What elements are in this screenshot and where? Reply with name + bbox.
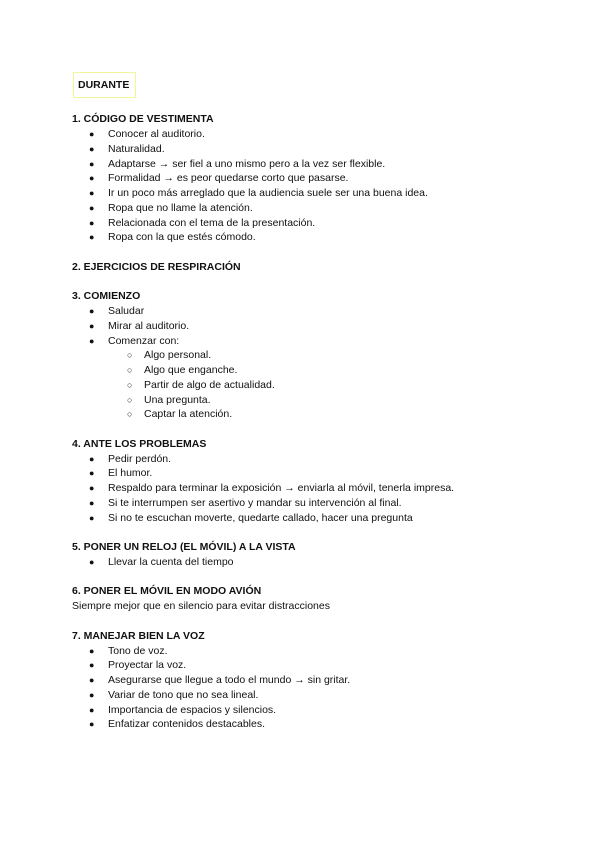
list-item-text: Formalidad → es peor quedarse corto que pasarse. bbox=[108, 172, 349, 185]
list-item bbox=[72, 186, 572, 201]
section-spacer bbox=[72, 525, 572, 540]
list-item bbox=[72, 673, 572, 688]
list-item bbox=[72, 496, 572, 511]
filled-bullet-icon: ● bbox=[89, 217, 95, 228]
list-item-text: Naturalidad. bbox=[108, 142, 165, 155]
sub-list-item bbox=[72, 363, 572, 378]
list-item-text: Ropa que no llame la atención. bbox=[108, 201, 253, 214]
list-item-text: Tono de voz. bbox=[108, 644, 168, 657]
bullet-list bbox=[72, 555, 572, 570]
section-spacer bbox=[72, 275, 572, 290]
list-item-text: Algo que enganche. bbox=[144, 364, 238, 376]
hollow-bullet-icon: ○ bbox=[127, 350, 133, 361]
list-item-text: Proyectar la voz. bbox=[108, 659, 187, 672]
hollow-bullet-icon: ○ bbox=[127, 409, 133, 420]
list-item-text: Ropa con la que estés cómodo. bbox=[108, 231, 256, 244]
sub-list-item bbox=[72, 348, 572, 363]
list-item-text: Relacionada con el tema de la presentación. bbox=[108, 216, 316, 229]
list-item-text: Variar de tono que no sea lineal. bbox=[108, 688, 259, 701]
filled-bullet-icon: ● bbox=[89, 143, 95, 154]
section-spacer bbox=[72, 245, 572, 260]
list-item bbox=[72, 466, 572, 481]
filled-bullet-icon: ● bbox=[89, 188, 95, 198]
list-item bbox=[72, 230, 572, 245]
filled-bullet-icon: ● bbox=[89, 468, 95, 479]
filled-bullet-icon: ● bbox=[89, 306, 95, 316]
list-item bbox=[72, 216, 572, 231]
document-body bbox=[72, 112, 572, 732]
section-spacer bbox=[72, 422, 572, 437]
section-paragraph: Siempre mejor que en silencio para evitar distracciones bbox=[72, 600, 330, 612]
section-spacer bbox=[72, 570, 572, 585]
bullet-list bbox=[72, 452, 572, 526]
filled-bullet-icon: ● bbox=[89, 173, 95, 184]
filled-bullet-icon: ● bbox=[89, 645, 95, 656]
filled-bullet-icon: ● bbox=[89, 512, 95, 523]
filled-bullet-icon: ● bbox=[89, 129, 95, 139]
bullet-list bbox=[72, 304, 572, 422]
list-item-text: El humor. bbox=[108, 467, 153, 480]
list-item-text: Comenzar con: bbox=[108, 334, 180, 347]
list-item-text: Una pregunta. bbox=[144, 393, 211, 406]
filled-bullet-icon: ● bbox=[89, 556, 95, 567]
list-item bbox=[72, 555, 572, 570]
list-item bbox=[72, 688, 572, 703]
list-item-text: Asegurarse que llegue a todo el mundo → sin gritar. bbox=[108, 674, 351, 686]
list-item-text: Conocer al auditorio. bbox=[108, 128, 205, 140]
list-item bbox=[72, 481, 572, 496]
list-item-text: Si no te escuchan moverte, quedarte callado, hacer una pregunta bbox=[108, 511, 413, 524]
hollow-bullet-icon: ○ bbox=[127, 365, 133, 375]
list-item bbox=[72, 142, 572, 157]
list-item bbox=[72, 171, 572, 186]
list-item bbox=[72, 452, 572, 467]
list-item-text: Mirar al auditorio. bbox=[108, 319, 190, 332]
sub-list-item bbox=[72, 407, 572, 422]
filled-bullet-icon: ● bbox=[89, 704, 95, 715]
filled-bullet-icon: ● bbox=[89, 719, 95, 730]
list-item-text: Saludar bbox=[108, 305, 145, 317]
list-item-text: Partir de algo de actualidad. bbox=[144, 378, 275, 391]
bullet-list bbox=[72, 644, 572, 733]
list-item-text: Respaldo para terminar la exposición → enviarla al móvil, tenerla impresa. bbox=[108, 482, 455, 494]
list-item bbox=[72, 304, 572, 319]
list-item bbox=[72, 644, 572, 659]
filled-bullet-icon: ● bbox=[89, 335, 95, 346]
filled-bullet-icon: ● bbox=[89, 660, 95, 671]
hollow-bullet-icon: ○ bbox=[127, 379, 133, 390]
list-item-text: Si te interrumpen ser asertivo y mandar su intervención al final. bbox=[108, 496, 402, 509]
list-item bbox=[72, 511, 572, 526]
list-item bbox=[72, 703, 572, 718]
list-item bbox=[72, 334, 572, 349]
list-item-text: Llevar la cuenta del tiempo bbox=[108, 555, 234, 568]
list-item bbox=[72, 157, 572, 172]
section-heading: 3. COMIENZO bbox=[72, 290, 141, 302]
sub-list-item bbox=[72, 393, 572, 408]
list-item-text: Adaptarse → ser fiel a uno mismo pero a la vez ser flexible. bbox=[108, 157, 386, 170]
section-heading: 5. PONER UN RELOJ (EL MÓVIL) A LA VISTA bbox=[72, 540, 296, 553]
filled-bullet-icon: ● bbox=[89, 453, 95, 464]
filled-bullet-icon: ● bbox=[89, 158, 95, 169]
section-heading: 7. MANEJAR BIEN LA VOZ bbox=[72, 629, 205, 642]
hollow-bullet-icon: ○ bbox=[127, 394, 133, 405]
list-item-text: Enfatizar contenidos destacables. bbox=[108, 718, 266, 731]
filled-bullet-icon: ● bbox=[89, 497, 95, 508]
filled-bullet-icon: ● bbox=[89, 202, 95, 213]
filled-bullet-icon: ● bbox=[89, 320, 95, 331]
list-item-text: Algo personal. bbox=[144, 349, 212, 362]
list-item-text: Pedir perdón. bbox=[108, 452, 172, 465]
sub-list-item bbox=[72, 378, 572, 393]
section-heading: 1. CÓDIGO DE VESTIMENTA bbox=[72, 113, 214, 125]
filled-bullet-icon: ● bbox=[89, 675, 95, 685]
section-spacer bbox=[72, 614, 572, 629]
list-item bbox=[72, 717, 572, 732]
bullet-list bbox=[72, 127, 572, 245]
list-item bbox=[72, 201, 572, 216]
list-item bbox=[72, 127, 572, 142]
filled-bullet-icon: ● bbox=[89, 232, 95, 243]
list-item bbox=[72, 658, 572, 673]
section-heading: 2. EJERCICIOS DE RESPIRACIÓN bbox=[72, 260, 241, 273]
filled-bullet-icon: ● bbox=[89, 483, 95, 493]
section-heading: 4. ANTE LOS PROBLEMAS bbox=[72, 437, 207, 450]
page-title: DURANTE bbox=[73, 72, 136, 98]
section-heading: 6. PONER EL MÓVIL EN MODO AVIÓN bbox=[72, 585, 262, 597]
list-item bbox=[72, 319, 572, 334]
list-item-text: Captar la atención. bbox=[144, 408, 233, 421]
filled-bullet-icon: ● bbox=[89, 689, 95, 700]
list-item-text: Ir un poco más arreglado que la audiencia suele ser una buena idea. bbox=[108, 187, 428, 199]
list-item-text: Importancia de espacios y silencios. bbox=[108, 703, 277, 716]
